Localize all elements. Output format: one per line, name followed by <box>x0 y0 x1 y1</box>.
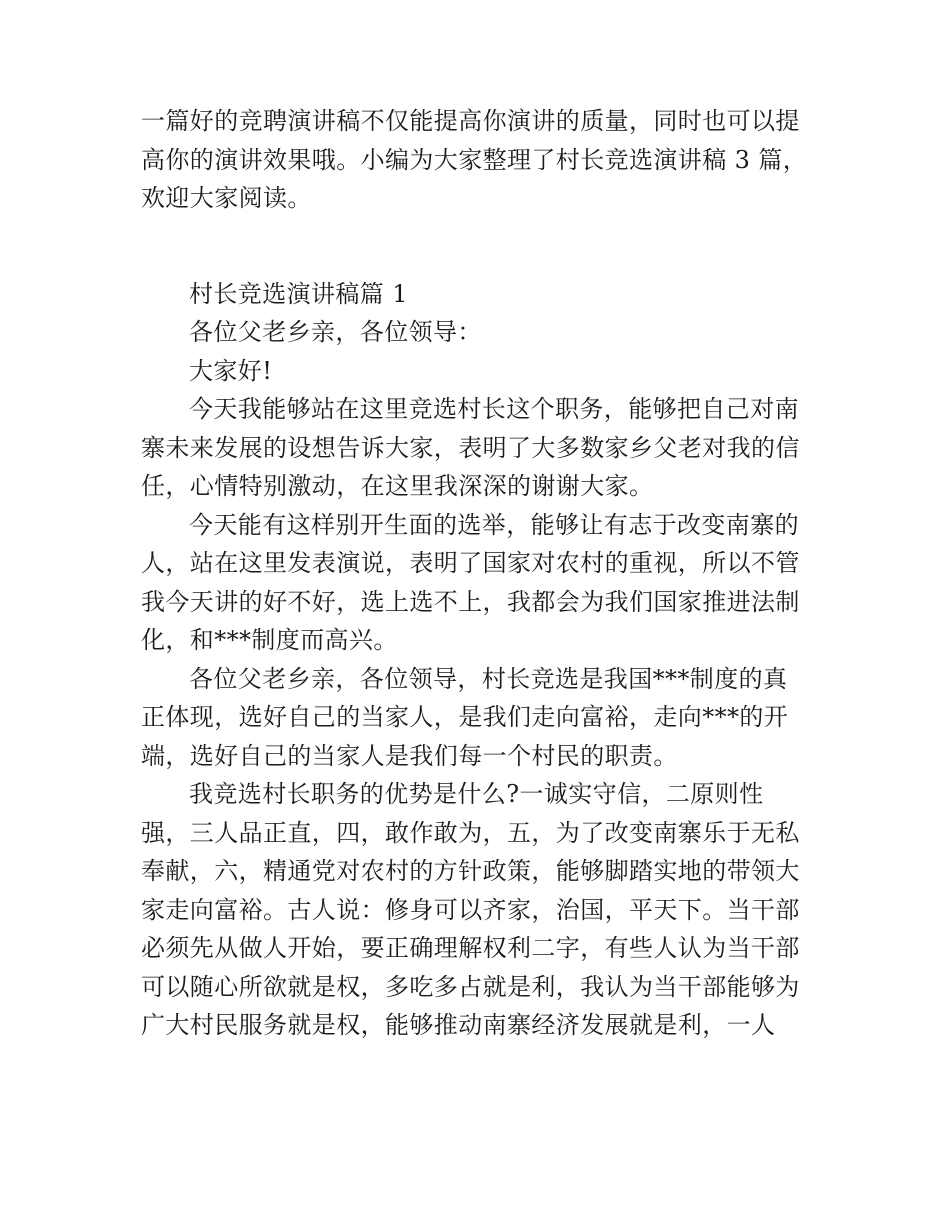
paragraph-line: 广大村民服务就是权，能够推动南寨经济发展就是利，一人 <box>141 1011 776 1039</box>
paragraph-line: 任，心情特别激动，在这里我深深的谢谢大家。 <box>141 472 654 500</box>
paragraph-line: 化，和***制度而高兴。 <box>141 626 398 654</box>
section-title <box>141 275 813 314</box>
greeting <box>141 352 813 391</box>
paragraph-line: 寨未来发展的设想告诉大家，表明了大多数家乡父老对我的信 <box>141 433 800 462</box>
paragraph-gap <box>141 218 813 275</box>
intro-line: 高你的演讲效果哦。小编为大家整理了村长竞选演讲稿 3 篇， <box>141 145 808 174</box>
paragraph-line: 端，选好自己的当家人是我们每一个村民的职责。 <box>141 741 678 770</box>
paragraph-line: 各位父老乡亲，各位领导，村长竞选是我国***制度的真 <box>189 664 788 693</box>
salutation <box>141 313 813 352</box>
intro-line: 一篇好的竞聘演讲稿不仅能提高你演讲的质量，同时也可以提 <box>141 107 800 135</box>
paragraph-line: 今天我能够站在这里竞选村长这个职务，能够把自己对南 <box>189 395 799 423</box>
paragraph-line: 家走向富裕。古人说：修身可以齐家，治国，平天下。当干部 <box>141 895 800 924</box>
paragraph-line: 强，三人品正直，四，敢作敢为，五，为了改变南寨乐于无私 <box>141 818 800 847</box>
body-paragraph <box>141 390 813 506</box>
intro-line: 欢迎大家阅读。 <box>141 184 312 212</box>
greeting-text: 大家好! <box>189 356 273 385</box>
paragraph-line: 我今天讲的好不好，选上选不上，我都会为我们国家推进法制 <box>141 587 800 616</box>
paragraph-line: 奉献，六，精通党对农村的方针政策，能够脚踏实地的带领大 <box>141 857 800 885</box>
salutation-text: 各位父老乡亲，各位领导： <box>189 318 482 346</box>
paragraph-line: 可以随心所欲就是权，多吃多占就是利，我认为当干部能够为 <box>141 972 800 1001</box>
intro-paragraph <box>141 102 813 218</box>
document-page <box>141 102 813 1045</box>
section-title-text: 村长竞选演讲稿篇 1 <box>189 279 408 308</box>
body-paragraph <box>141 775 813 1045</box>
body-paragraph <box>141 506 813 660</box>
paragraph-line: 今天能有这样别开生面的选举，能够让有志于改变南寨的 <box>189 510 799 539</box>
paragraph-line: 必须先从做人开始，要正确理解权利二字，有些人认为当干部 <box>141 934 800 962</box>
paragraph-line: 我竞选村长职务的优势是什么?一诚实守信，二原则性 <box>189 780 764 808</box>
paragraph-line: 人，站在这里发表演说，表明了国家对农村的重视，所以不管 <box>141 549 800 577</box>
body-paragraph <box>141 660 813 776</box>
paragraph-line: 正体现，选好自己的当家人，是我们走向富裕，走向***的开 <box>141 703 789 731</box>
